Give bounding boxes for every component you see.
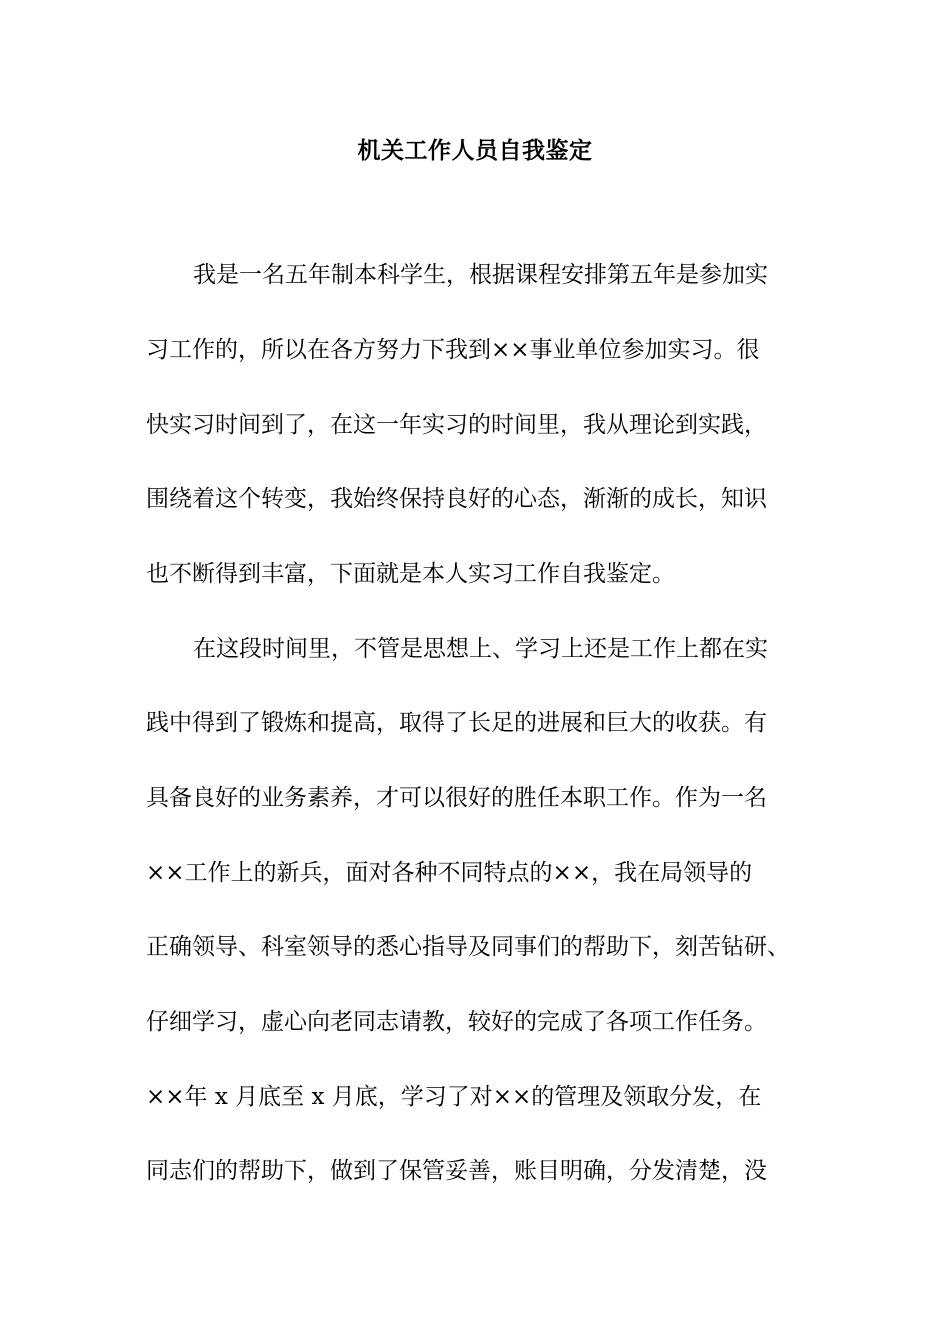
paragraph-line: 同志们的帮助下，做到了保管妥善，账目明确，分发清楚，没	[146, 1158, 767, 1184]
paragraph-line: 具备良好的业务素养，才可以很好的胜任本职工作。作为一名	[146, 785, 767, 811]
paragraph-line: 我是一名五年制本科学生，根据课程安排第五年是参加实	[193, 262, 768, 288]
paragraph-line: 习工作的，所以在各方努力下我到××事业单位参加实习。很	[146, 337, 760, 363]
paragraph-line: 快实习时间到了，在这一年实习的时间里，我从理论到实践，	[146, 412, 767, 438]
document-title: 机关工作人员自我鉴定	[357, 137, 593, 164]
paragraph-line: 在这段时间里，不管是思想上、学习上还是工作上都在实	[193, 636, 768, 662]
paragraph-line: 践中得到了锻炼和提高，取得了长足的进展和巨大的收获。有	[146, 710, 767, 736]
paragraph-line: 围绕着这个转变，我始终保持良好的心态，渐渐的成长，知识	[146, 486, 767, 512]
paragraph-line: 正确领导、科室领导的悉心指导及同事们的帮助下，刻苦钻研、	[146, 934, 790, 960]
paragraph-line: ××年 x 月底至 x 月底，学习了对××的管理及领取分发，在	[146, 1084, 762, 1110]
paragraph-line: 也不断得到丰富，下面就是本人实习工作自我鉴定。	[146, 561, 675, 587]
paragraph-line: ××工作上的新兵，面对各种不同特点的××，我在局领导的	[146, 860, 753, 886]
paragraph-line: 仔细学习，虚心向老同志请教，较好的完成了各项工作任务。	[146, 1009, 767, 1035]
